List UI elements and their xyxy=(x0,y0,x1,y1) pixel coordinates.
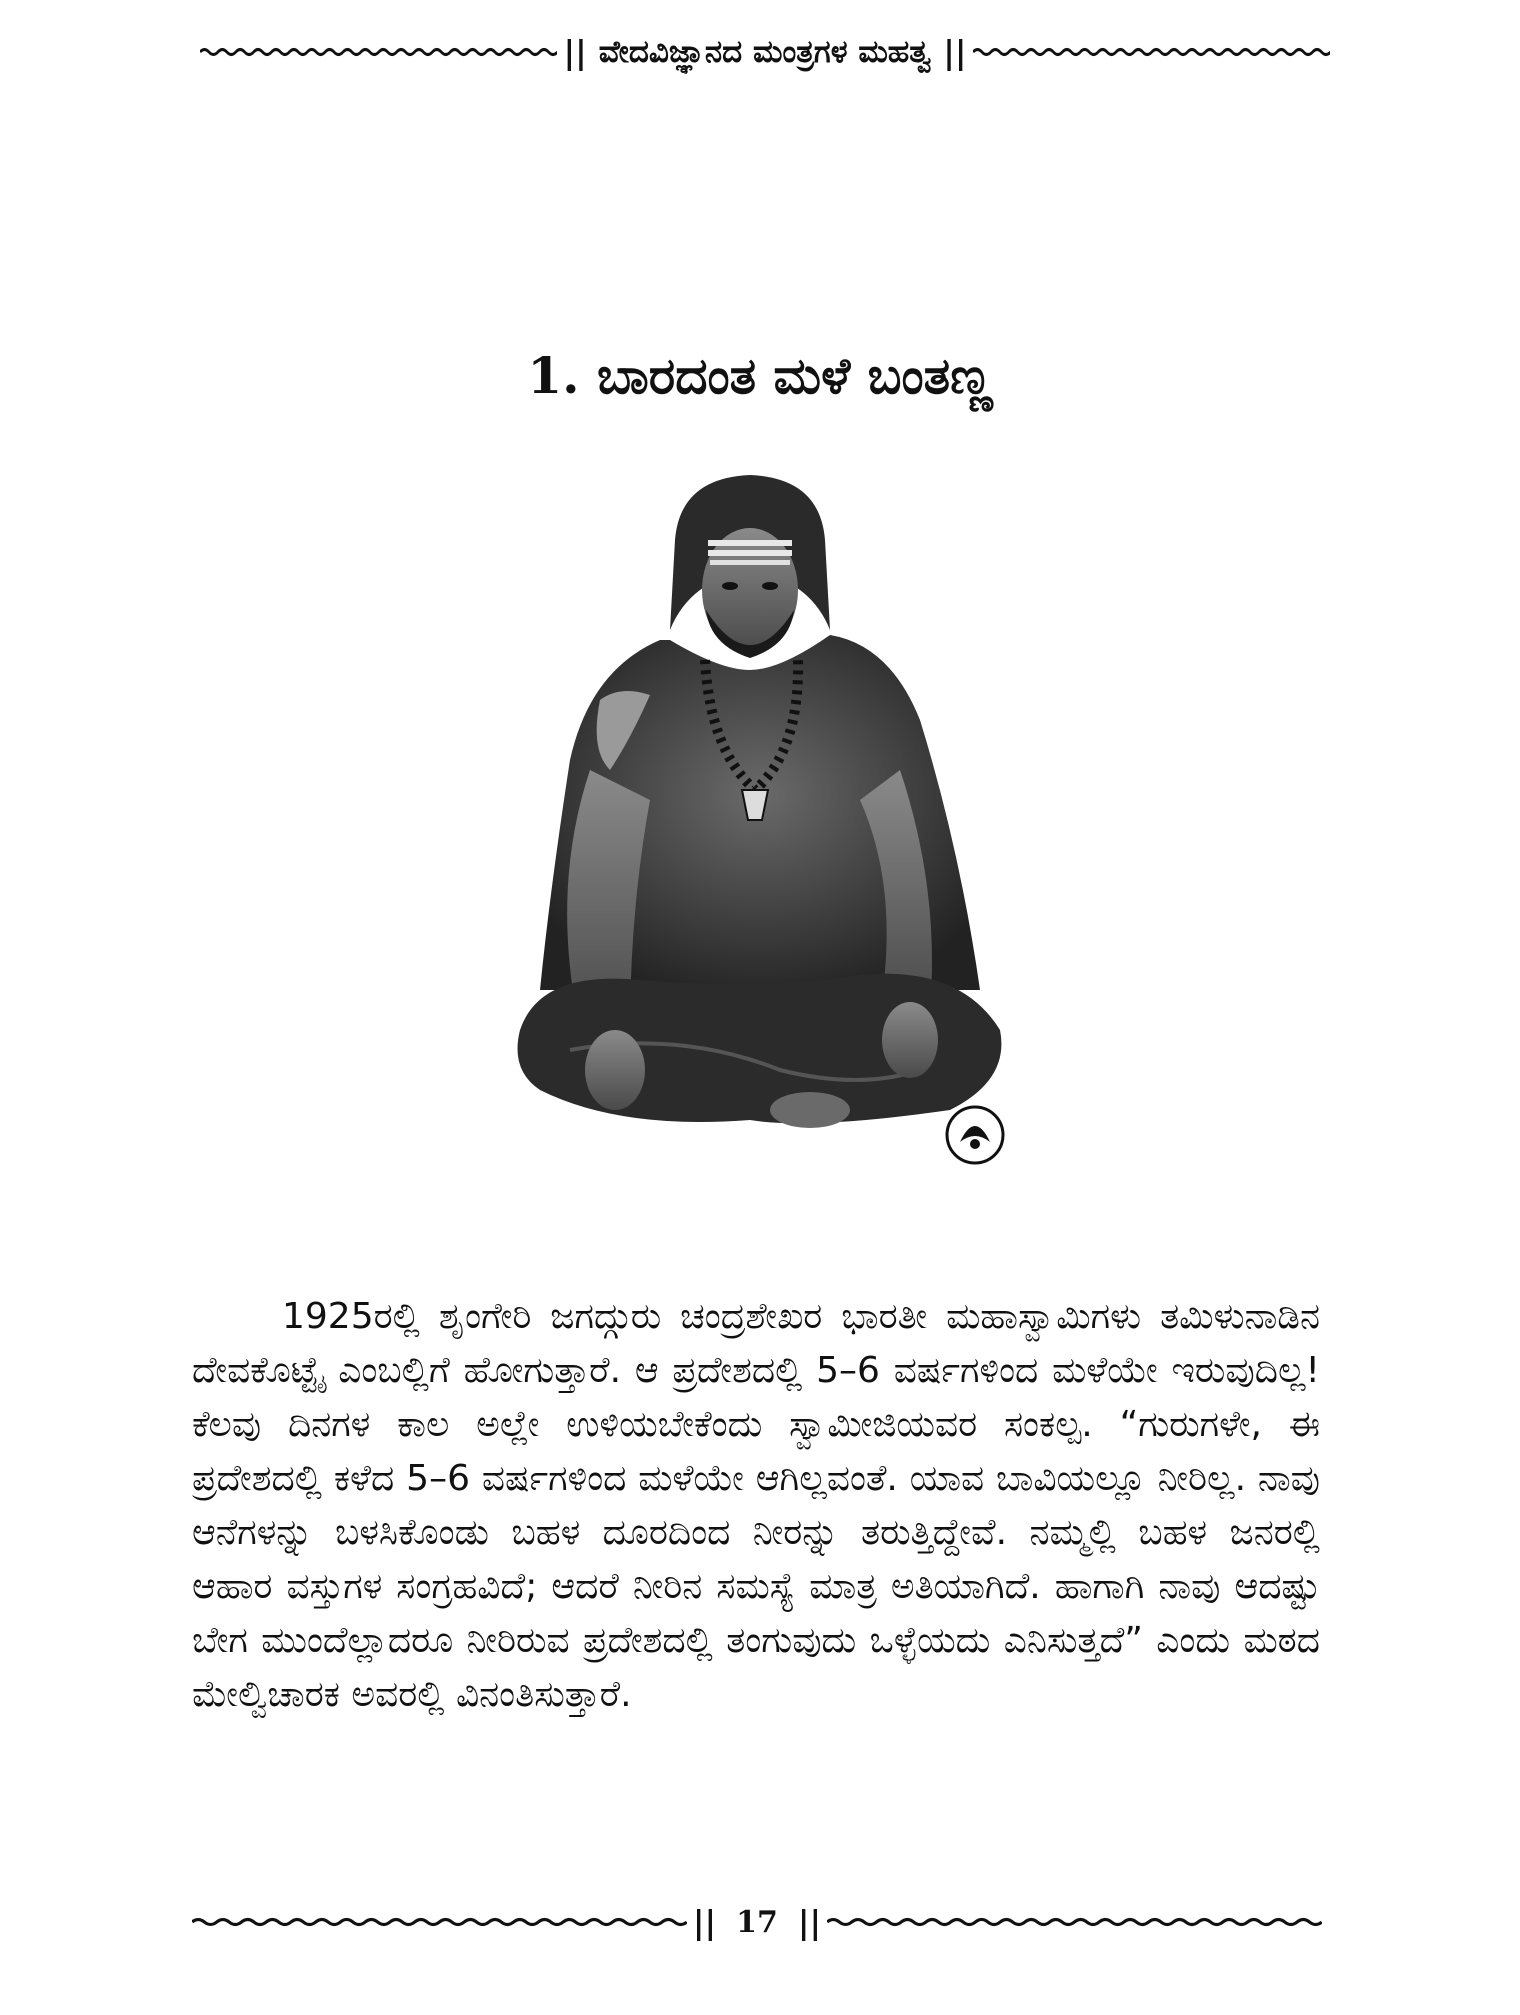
footer-left-bars: || xyxy=(692,1903,717,1941)
body-paragraph: 1925ರಲ್ಲಿ ಶೃಂಗೇರಿ ಜಗದ್ಗುರು ಚಂದ್ರಶೇಖರ ಭಾರತೀ ಮಹಾಸ್ವಾಮಿಗಳು ತಮಿಳುನಾಡಿನ ದೇವಕೊಟ್ಟೈ ಎಂಬಲ್ಲಿಗೆ ಹೋಗುತ್ತಾರೆ. ಆ ಪ್ರದೇಶದಲ್ಲಿ 5–6 ವರ್ಷಗಳಿಂದ ಮಳೆಯೇ ಇರುವುದಿಲ್ಲ! ಕೆಲವು ದಿನಗಳ ಕಾಲ ಅಲ್ಲೇ ಉಳಿಯಬೇಕೆಂದು ಸ್ವಾಮೀಜಿಯವರ ಸಂಕಲ್ಪ. “ಗುರುಗಳೇ, ಈ ಪ್ರದೇಶದಲ್ಲಿ ಕಳೆದ 5–6 ವರ್ಷಗಳಿಂದ ಮಳೆಯೇ ಆಗಿಲ್ಲವಂತೆ. ಯಾವ ಬಾವಿಯಲ್ಲೂ ನೀರಿಲ್ಲ. ನಾವು ಆನೆಗಳನ್ನು ಬಳಸಿಕೊಂಡು ಬಹಳ ದೂರದಿಂದ ನೀರನ್ನು ತರುತ್ತಿದ್ದೇವೆ. ನಮ್ಮಲ್ಲಿ ಬಹಳ ಜನರಲ್ಲಿ ಆಹಾರ ವಸ್ತುಗಳ ಸಂಗ್ರಹವಿದೆ; ಆದರೆ ನೀರಿನ ಸಮಸ್ಯೆ ಮಾತ್ರ ಅತಿಯಾಗಿದೆ. ಹಾಗಾಗಿ ನಾವು ಆದಷ್ಟು ಬೇಗ ಮುಂದೆಲ್ಲಾದರೂ ನೀರಿರುವ ಪ್ರದೇಶದಲ್ಲಿ ತಂಗುವುದು ಒಳ್ಳೆಯದು ಎನಿಸುತ್ತದೆ” ಎಂದು ಮಠದ ಮೇಲ್ವಿಚಾರಕ ಅವರಲ್ಲಿ ವಿನಂತಿಸುತ್ತಾರೆ. xyxy=(192,1296,1320,1715)
footer-right-bars: || xyxy=(797,1903,822,1941)
mutt-emblem-icon xyxy=(947,1107,1003,1163)
running-header-title: ವೇದವಿಜ್ಞಾನದ ಮಂತ್ರಗಳ ಮಹತ್ವ xyxy=(598,33,932,70)
header-right-ornament xyxy=(973,45,1330,59)
footer-left-ornament xyxy=(192,1915,687,1929)
footer-right-ornament xyxy=(827,1915,1322,1929)
running-header xyxy=(200,28,1330,76)
chapter-title-text: ಬಾರದಂತ ಮಳೆ ಬಂತಣ್ಣ xyxy=(596,347,993,405)
chapter-number: 1. xyxy=(527,346,580,405)
header-right-bars: || xyxy=(943,33,967,71)
header-left-ornament xyxy=(200,45,557,59)
running-footer xyxy=(192,1898,1322,1946)
page-number: 17 xyxy=(736,1904,778,1940)
body-text xyxy=(192,1290,1320,1722)
chapter-title xyxy=(0,346,1520,406)
portrait-photograph xyxy=(480,470,1040,1200)
header-left-bars: || xyxy=(563,33,587,71)
